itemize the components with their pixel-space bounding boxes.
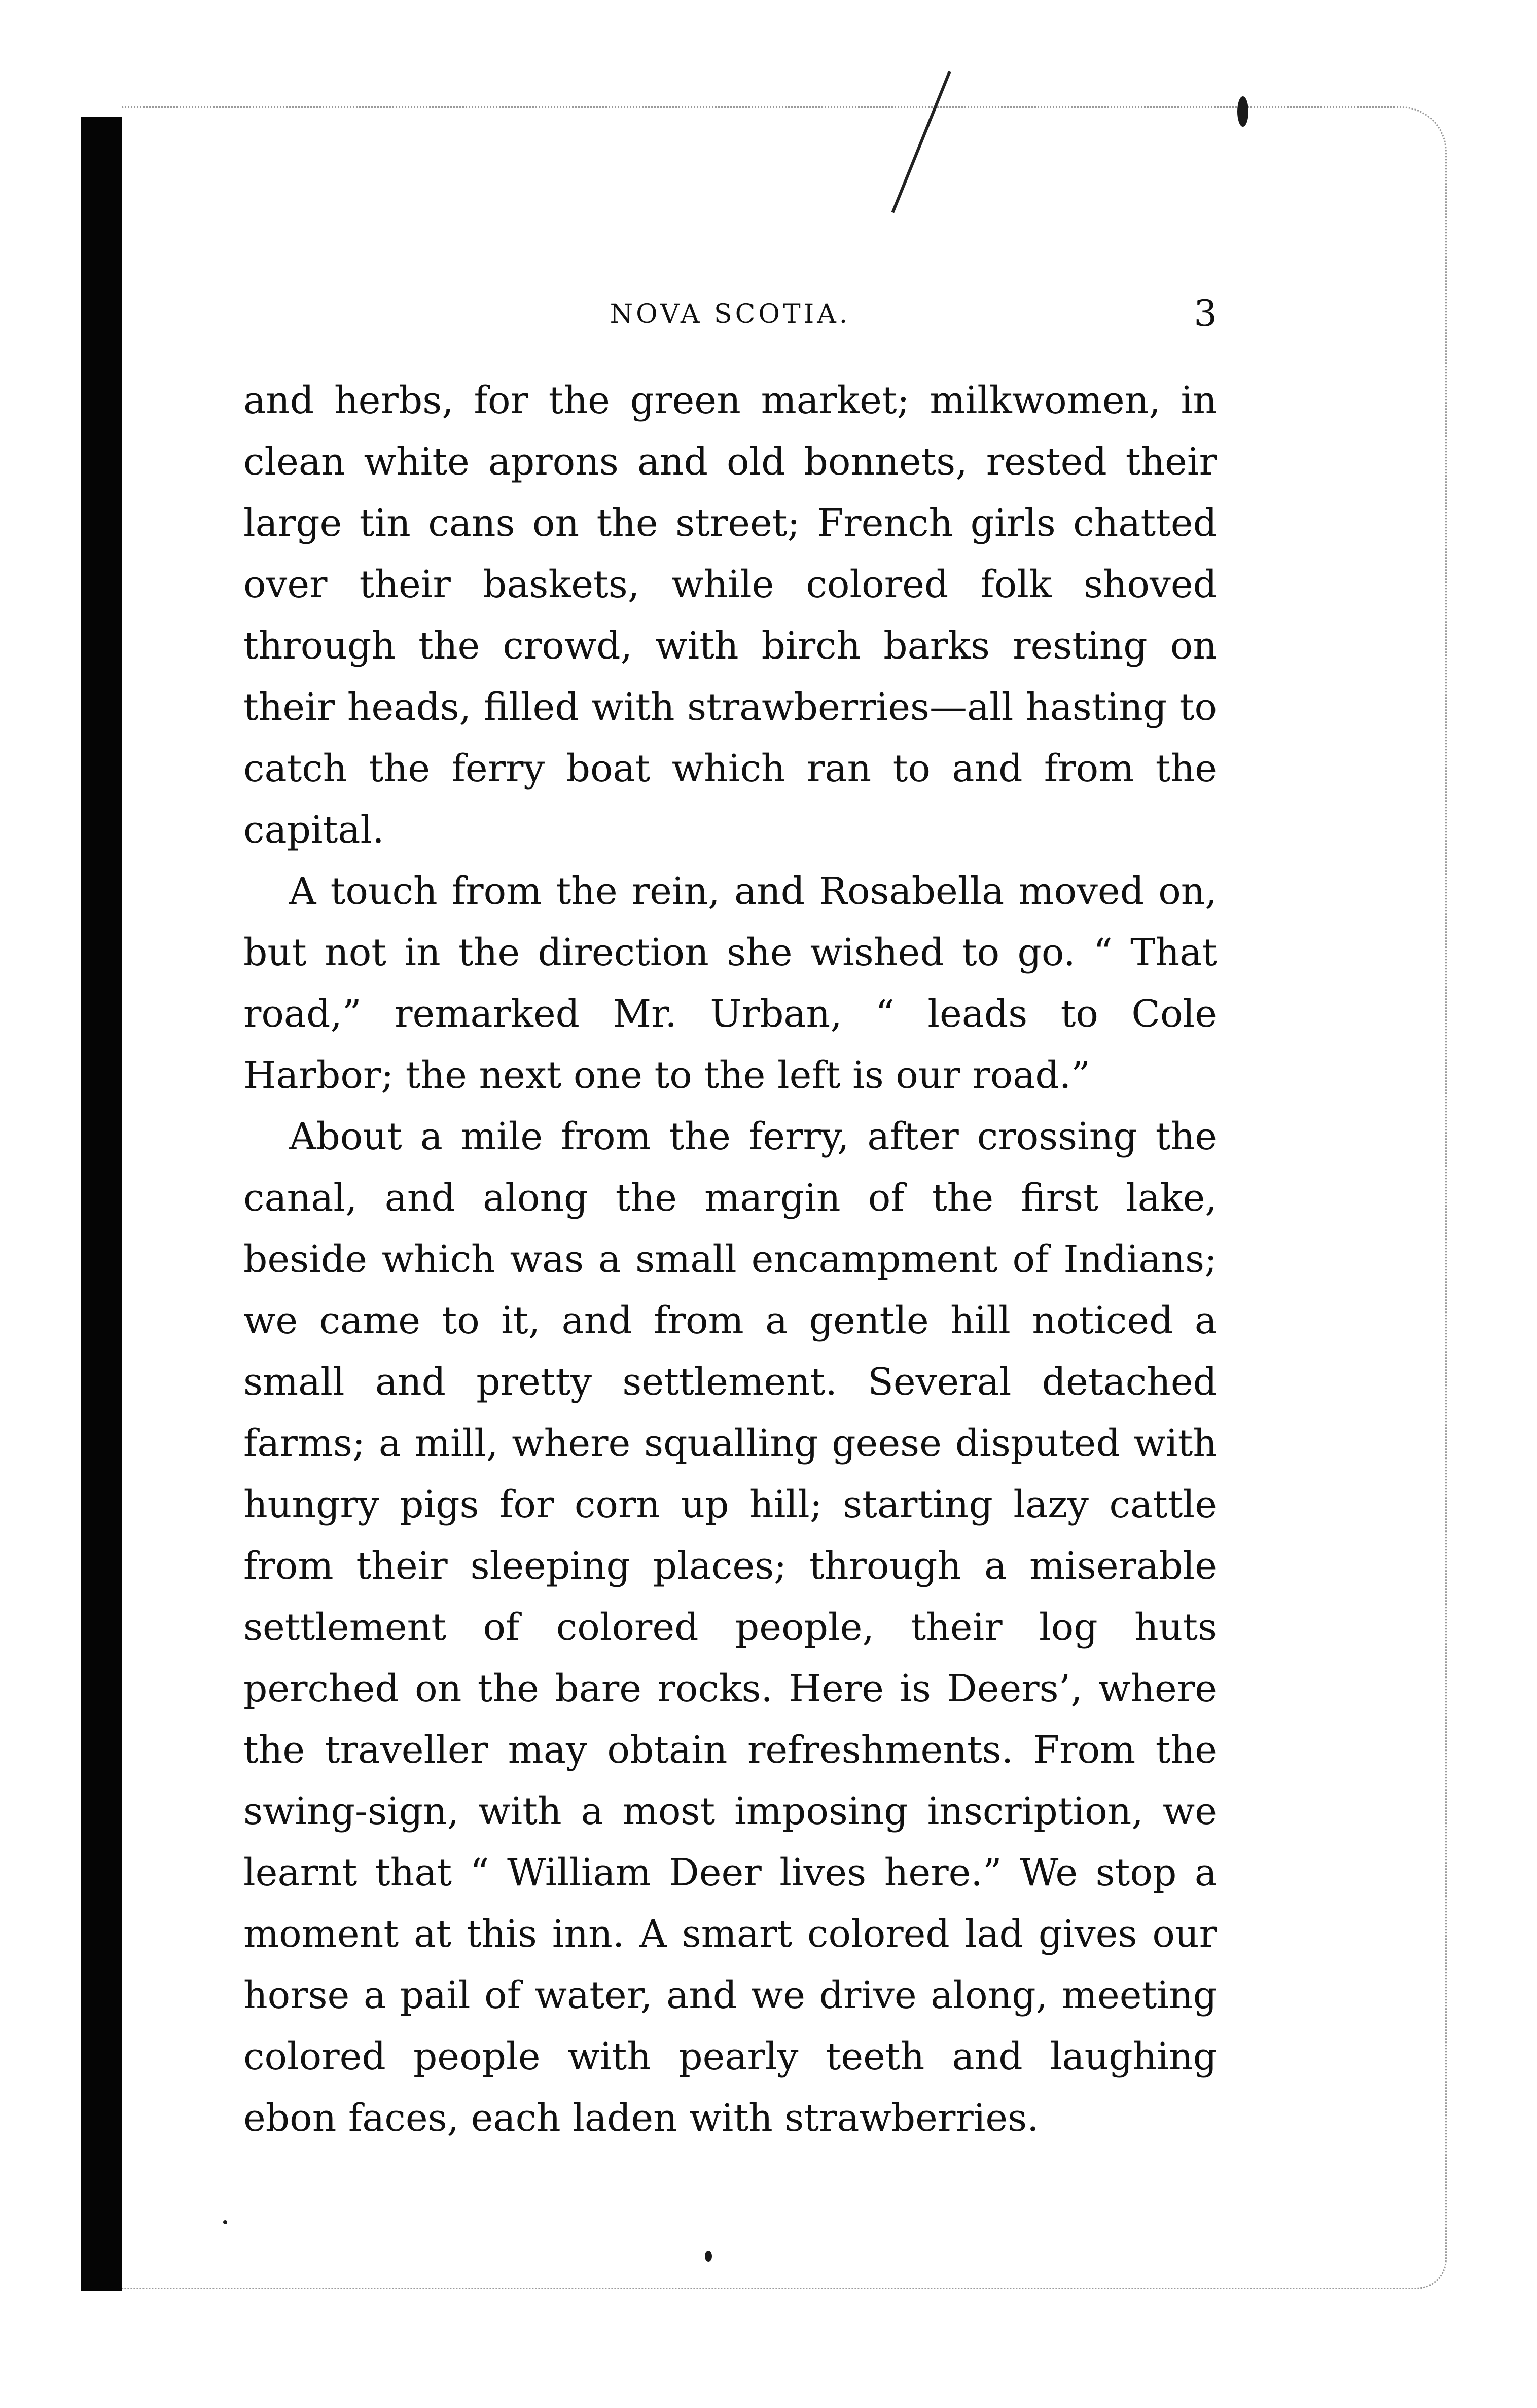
ink-speck [223,2220,227,2224]
binding-shadow [81,117,122,2291]
paragraph: and herbs, for the green market; milkwomen, in clean white aprons and old bonnets, rested their large tin cans on the street; French girls chatted over their baskets, while colored folk shoved through the crowd, with birch barks resting on their heads, filled with strawberries—all hasting to catch the ferry boat which ran to and from the capital. [243,379,1217,852]
running-title: NOVA SCOTIA. [610,299,851,330]
body-text [243,370,1217,2149]
paragraph: A touch from the rein, and Rosabella moved on, but not in the direction she wished to go. “ That road,” remarked Mr. Urban, “ leads to Cole Harbor; the next one to the left is our road.” [243,869,1217,1097]
page-number: 3 [1194,292,1217,335]
paragraph: About a mile from the ferry, after crossing the canal, and along the margin of the first lake, beside which was a small encampment of Indians; we came to it, and from a gentle hill noticed a small and pretty settlement. Several detached farms; a mill, where squalling geese disputed with hungry pigs for corn up hill; starting lazy cattle from their sleeping places; through a miserable settlement of colored people, their log huts perched on the bare rocks. Here is Deers’, where the traveller may obtain refreshments. From the swing-sign, with a most imposing inscription, we learnt that “ William Deer lives here.” We stop a moment at this inn. A smart colored lad gives our horse a pail of water, and we drive along, meeting colored people with pearly teeth and laughing ebon faces, each laden with strawberries. [243,1115,1217,2140]
page-header [243,292,1217,345]
ink-speck [705,2251,712,2262]
ink-speck [1237,96,1248,127]
